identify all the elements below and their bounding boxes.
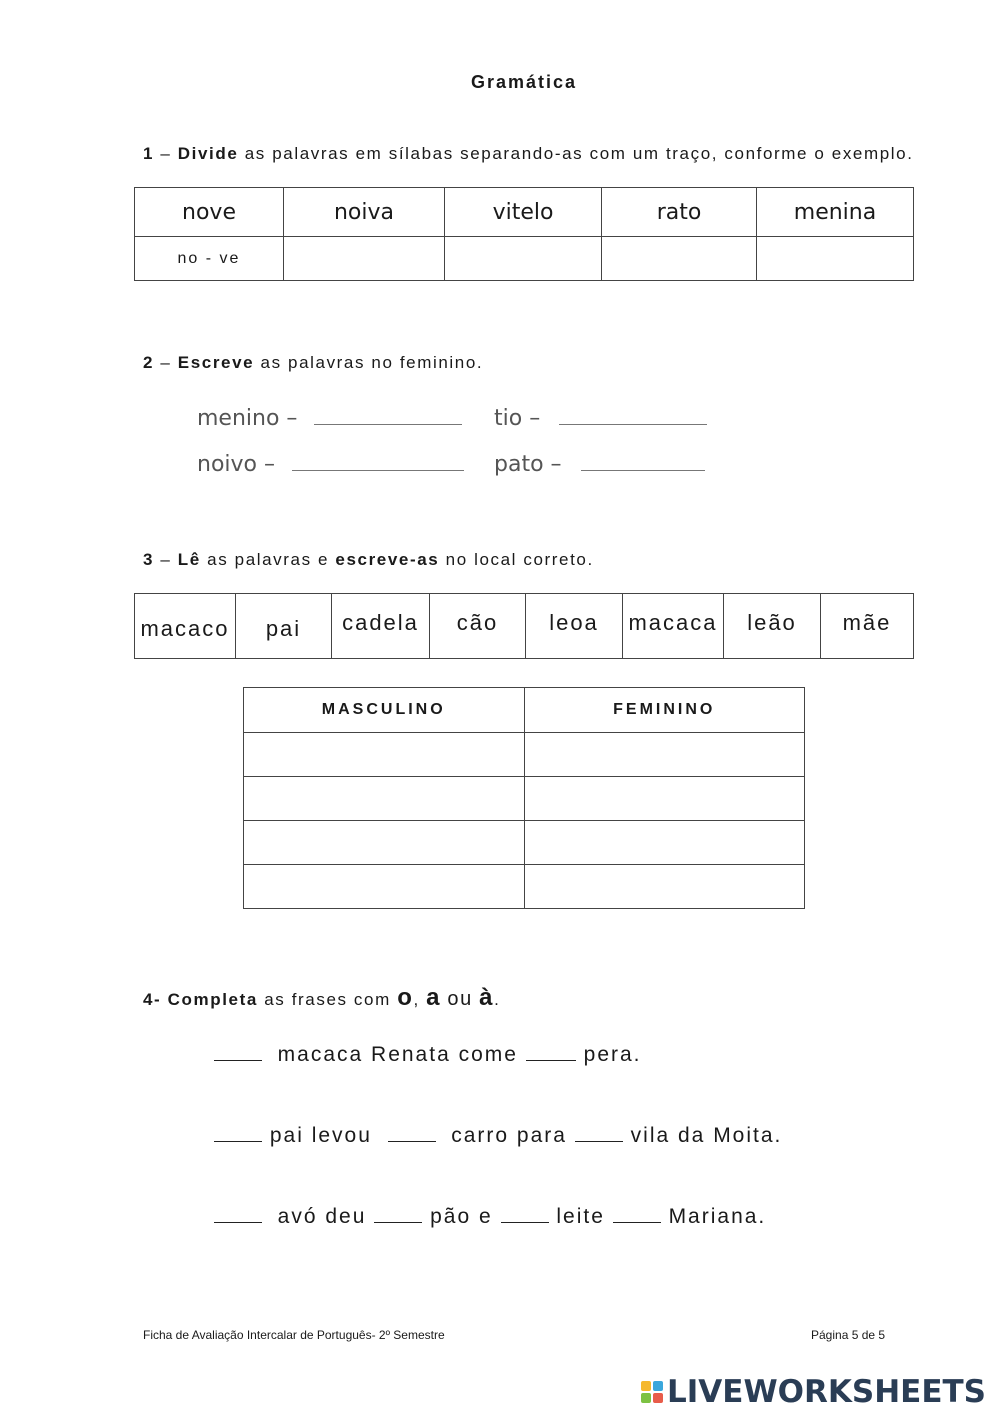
masculine-cell[interactable]: [244, 821, 525, 865]
syllable-answers-row: [135, 237, 914, 281]
feminine-word: tio –: [494, 406, 541, 431]
sentence-text: avó deu: [277, 1205, 367, 1228]
sentence-3: [214, 1201, 766, 1229]
q3-verb-read: Lê: [177, 550, 201, 569]
syllable-word: nove: [135, 188, 284, 237]
blank-input[interactable]: [214, 1201, 262, 1223]
gender-header-row: [244, 688, 805, 733]
masculine-cell[interactable]: [244, 733, 525, 777]
liveworksheets-logo[interactable]: [641, 1374, 986, 1410]
feminine-item: [494, 406, 707, 431]
syllable-example: no - ve: [135, 237, 284, 281]
q4-option-a: a: [426, 984, 442, 1011]
blank-input[interactable]: [214, 1039, 262, 1061]
question-4-instruction: [143, 984, 500, 1012]
q3-number: 3: [143, 550, 155, 569]
blank-input[interactable]: [526, 1039, 576, 1061]
syllable-word: rato: [602, 188, 757, 237]
feminine-item: [197, 452, 464, 477]
word-bank-word: macaca: [623, 594, 724, 659]
word-bank-word: cão: [430, 594, 526, 659]
word-bank-word: leão: [724, 594, 821, 659]
question-3-instruction: [143, 550, 594, 570]
feminine-answer-line[interactable]: [559, 424, 707, 425]
word-bank-word: cadela: [332, 594, 430, 659]
q4-rest: as frases com: [264, 990, 391, 1009]
feminine-cell[interactable]: [524, 865, 805, 909]
q1-number: 1: [143, 144, 155, 163]
footer-page-number: Página 5 de 5: [811, 1328, 886, 1342]
feminine-item: [197, 406, 462, 431]
feminine-cell[interactable]: [524, 733, 805, 777]
q2-rest: as palavras no feminino.: [260, 353, 484, 372]
q4-label: 4- Completa: [143, 990, 258, 1009]
masculine-cell[interactable]: [244, 865, 525, 909]
blank-input[interactable]: [613, 1201, 661, 1223]
gender-row: [244, 777, 805, 821]
q3-mid: as palavras e: [207, 550, 330, 569]
syllable-answer-cell[interactable]: [602, 237, 757, 281]
syllable-word: noiva: [284, 188, 445, 237]
gender-row: [244, 821, 805, 865]
blank-input[interactable]: [501, 1201, 549, 1223]
blank-input[interactable]: [388, 1120, 436, 1142]
syllable-answer-cell[interactable]: [757, 237, 914, 281]
sentence-text: Mariana.: [668, 1205, 767, 1228]
q2-verb: Escreve: [177, 353, 255, 372]
sentence-1: [214, 1039, 642, 1067]
sentence-text: pai levou: [269, 1124, 372, 1147]
sentence-text: pão e: [430, 1205, 493, 1228]
q4-option-o: o: [397, 984, 414, 1011]
q3-verb-write: escreve-as: [335, 550, 440, 569]
feminine-item: [494, 452, 705, 477]
q2-number: 2: [143, 353, 155, 372]
blank-input[interactable]: [374, 1201, 422, 1223]
word-bank-word: pai: [236, 594, 332, 659]
syllable-word: vitelo: [445, 188, 602, 237]
q1-verb: Divide: [177, 144, 239, 163]
sentence-2: [214, 1120, 782, 1148]
gender-row: [244, 733, 805, 777]
feminine-cell[interactable]: [524, 821, 805, 865]
liveworksheets-icon: [641, 1381, 663, 1403]
page-title: Gramática: [470, 72, 578, 92]
q4-option-a-grave: à: [479, 984, 495, 1011]
syllable-word: menina: [757, 188, 914, 237]
question-1-instruction: [143, 144, 914, 164]
question-2-instruction: [143, 353, 483, 373]
footer-left: Ficha de Avaliação Intercalar de Português- 2º Semestre: [143, 1328, 445, 1342]
feminine-cell[interactable]: [524, 777, 805, 821]
blank-input[interactable]: [214, 1120, 262, 1142]
word-bank-word: macaco: [135, 594, 236, 659]
q3-rest: no local correto.: [445, 550, 594, 569]
blank-input[interactable]: [575, 1120, 623, 1142]
sentence-text: pera.: [583, 1043, 642, 1066]
q4-comma: ,: [413, 990, 420, 1009]
word-bank-word: leoa: [526, 594, 623, 659]
syllable-words-row: [135, 188, 914, 237]
q2-separator: –: [160, 353, 172, 372]
q4-period: .: [494, 990, 501, 1009]
syllable-answer-cell[interactable]: [445, 237, 602, 281]
syllable-table: [134, 187, 914, 281]
q1-separator: –: [160, 144, 172, 163]
sentence-text: macaca Renata come: [277, 1043, 518, 1066]
brand-name: LIVEWORKSHEETS: [667, 1374, 986, 1410]
gender-table: [243, 687, 805, 909]
feminine-answer-line[interactable]: [581, 470, 705, 471]
gender-row: [244, 865, 805, 909]
word-bank-word: mãe: [821, 594, 914, 659]
sentence-text: leite: [556, 1205, 605, 1228]
feminine-word: noivo –: [197, 452, 275, 477]
feminine-answer-line[interactable]: [314, 424, 462, 425]
feminine-word: pato –: [494, 452, 562, 477]
q3-separator: –: [160, 550, 172, 569]
word-bank-row: [135, 594, 914, 659]
q1-rest: as palavras em sílabas separando-as com um traço, conforme o exemplo.: [244, 144, 914, 163]
feminine-header: FEMININO: [524, 688, 805, 733]
sentence-text: carro para: [451, 1124, 567, 1147]
masculine-cell[interactable]: [244, 777, 525, 821]
sentence-text: vila da Moita.: [630, 1124, 783, 1147]
feminine-word: menino –: [197, 406, 298, 431]
word-bank-table: [134, 593, 914, 659]
masculine-header: MASCULINO: [244, 688, 525, 733]
q4-or: ou: [447, 988, 473, 1010]
syllable-answer-cell[interactable]: [284, 237, 445, 281]
feminine-answer-line[interactable]: [292, 470, 464, 471]
